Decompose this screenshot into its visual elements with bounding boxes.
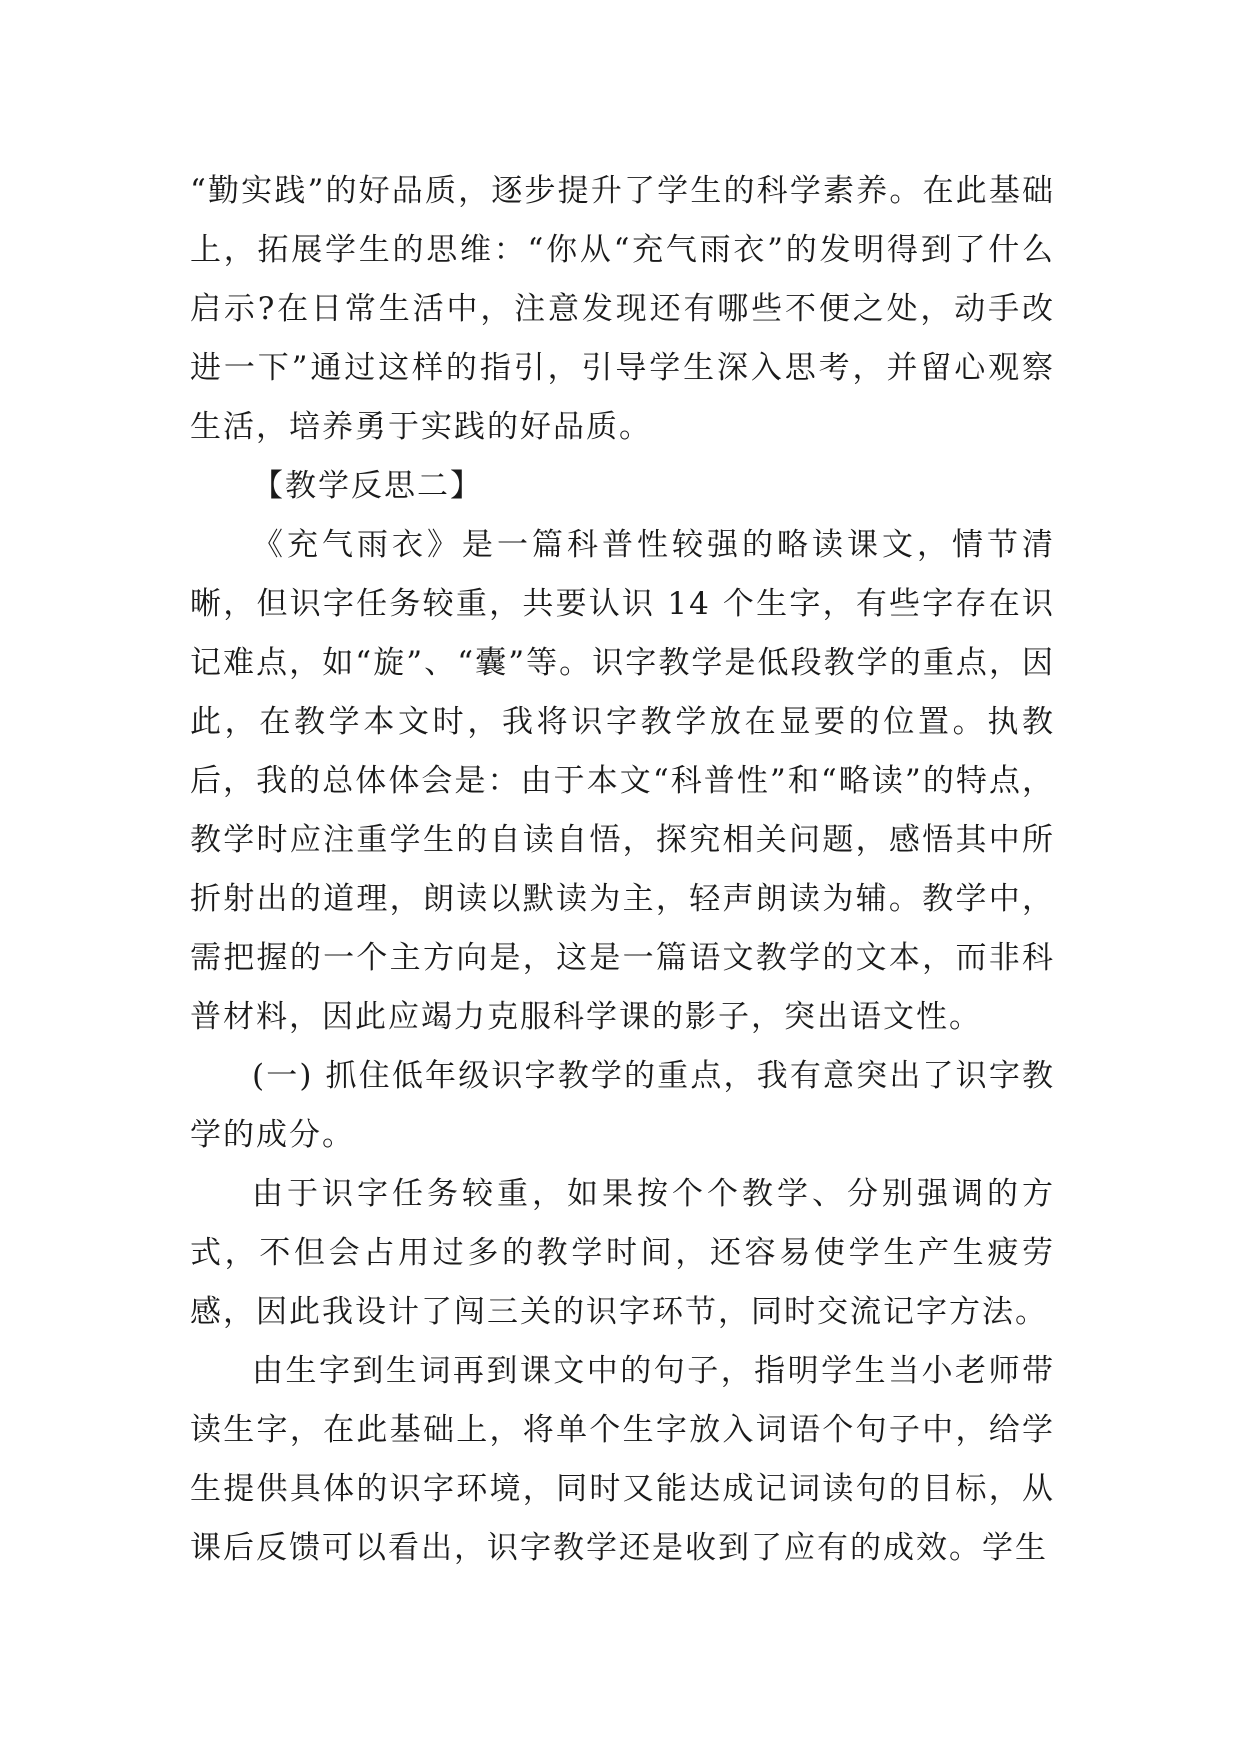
paragraph-literacy-method: 由于识字任务较重，如果按个个教学、分别强调的方式，不但会占用过多的教学时间，还容易使学生产生疲劳感，因此我设计了闯三关的识字环节，同时交流记字方法。 bbox=[190, 1176, 1055, 1330]
section-heading: 【教学反思二】 bbox=[252, 468, 483, 504]
paragraph-intro: 《充气雨衣》是一篇科普性较强的略读课文，情节清晰，但识字任务较重，共要认识 14 个生字，有些字存在识记难点，如“旋”、“囊”等。识字教学是低段教学的重点，因此，在教学本文时，我将识字教学放在显要的位置。执教后，我的总体体会是：由于本文“科普性”和“略读”的特点，教学时应注重学生的自读自悟，探究相关问题，感悟其中所折射出的道理，朗读以默读为主，轻声朗读为辅。教学中，需把握的一个主方向是，这是一篇语文教学的文本，而非科普材料，因此应竭力克服科学课的影子，突出语文性。 bbox=[190, 527, 1055, 1035]
paragraph-continuation: “勤实践”的好品质，逐步提升了学生的科学素养。在此基础上，拓展学生的思维：“你从“充气雨衣”的发明得到了什么启示?在日常生活中，注意发现还有哪些不便之处，动手改进一下”通过这样的指引，引导学生深入思考，并留心观察生活，培养勇于实践的好品质。 bbox=[190, 173, 1055, 445]
document-body bbox=[190, 162, 1055, 1578]
paragraph-point-one: (一) 抓住低年级识字教学的重点，我有意突出了识字教学的成分。 bbox=[190, 1058, 1055, 1153]
paragraph-literacy-result: 由生字到生词再到课文中的句子，指明学生当小老师带读生字，在此基础上，将单个生字放入词语个句子中，给学生提供具体的识字环境，同时又能达成记词读句的目标，从课后反馈可以看出，识字教学还是收到了应有的成效。学生 bbox=[190, 1353, 1055, 1566]
